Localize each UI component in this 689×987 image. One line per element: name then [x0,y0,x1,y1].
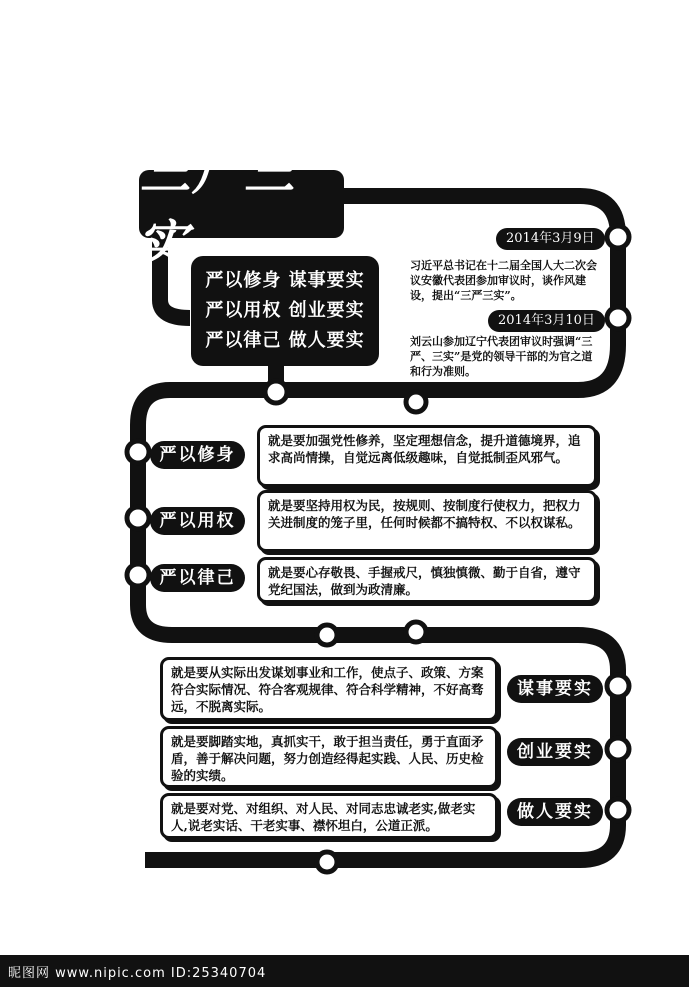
solid-label: 谋事要实 [507,675,603,703]
strict-label: 严以用权 [150,507,245,535]
station-node [607,675,629,697]
strict-desc: 就是要坚持用权为民，按规则、按制度行使权力，把权力关进制度的笼子里，任何时候都不搞特权、不以权谋私。 [257,490,597,552]
title-block [134,142,344,273]
slogan-line: 严以用权 创业要实 [205,300,365,321]
station-node [607,738,629,760]
station-node [127,507,149,529]
strict-desc: 就是要加强党性修养，坚定理想信念，提升道德境界，追求高尚情操，自觉远离低级趣味，自觉抵制歪风邪气。 [257,425,597,487]
strict-label: 严以修身 [150,441,245,469]
solid-label: 做人要实 [507,798,603,826]
page-title: 三严三实 [134,142,300,273]
event-date: 2014年3月10日 [488,310,605,332]
event-text: 刘云山参加辽宁代表团审议时强调“三严、三实”是党的领导干部的为官之道和行为准则。 [410,335,593,378]
slogan-line: 严以修身 谋事要实 [205,270,365,291]
station-node [127,564,149,586]
station-node [607,226,629,248]
station-node [265,381,287,403]
station-node [317,625,337,645]
station-node [127,441,149,463]
strict-label: 严以律己 [150,564,245,592]
solid-desc: 就是要对党、对组织、对人民、对同志忠诚老实,做老实人,说老实话、干老实事、襟怀坦白，公道正派。 [160,793,498,839]
slogan-block [191,256,379,366]
station-node [406,622,426,642]
station-node [406,392,426,412]
solid-label: 创业要实 [507,738,603,766]
slogan-line: 严以律己 做人要实 [205,330,365,351]
strict-desc: 就是要心存敬畏、手握戒尺，慎独慎微、勤于自省，遵守党纪国法，做到为政清廉。 [257,557,597,603]
event-text: 习近平总书记在十二届全国人大二次会议安徽代表团参加审议时，谈作风建设，提出“三严三实”。 [410,259,597,302]
station-node [607,799,629,821]
station-node [607,307,629,329]
station-node [317,852,337,872]
solid-desc: 就是要从实际出发谋划事业和工作，使点子、政策、方案符合实际情况、符合客观规律、符合科学精神，不好高骛远，不脱离实际。 [160,657,498,721]
event-date: 2014年3月9日 [496,228,605,250]
solid-desc: 就是要脚踏实地，真抓实干，敢于担当责任，勇于直面矛盾，善于解决问题，努力创造经得起实践、人民、历史检验的实绩。 [160,726,498,788]
watermark-text: 昵图网 www.nipic.com ID:25340704 [8,966,267,981]
